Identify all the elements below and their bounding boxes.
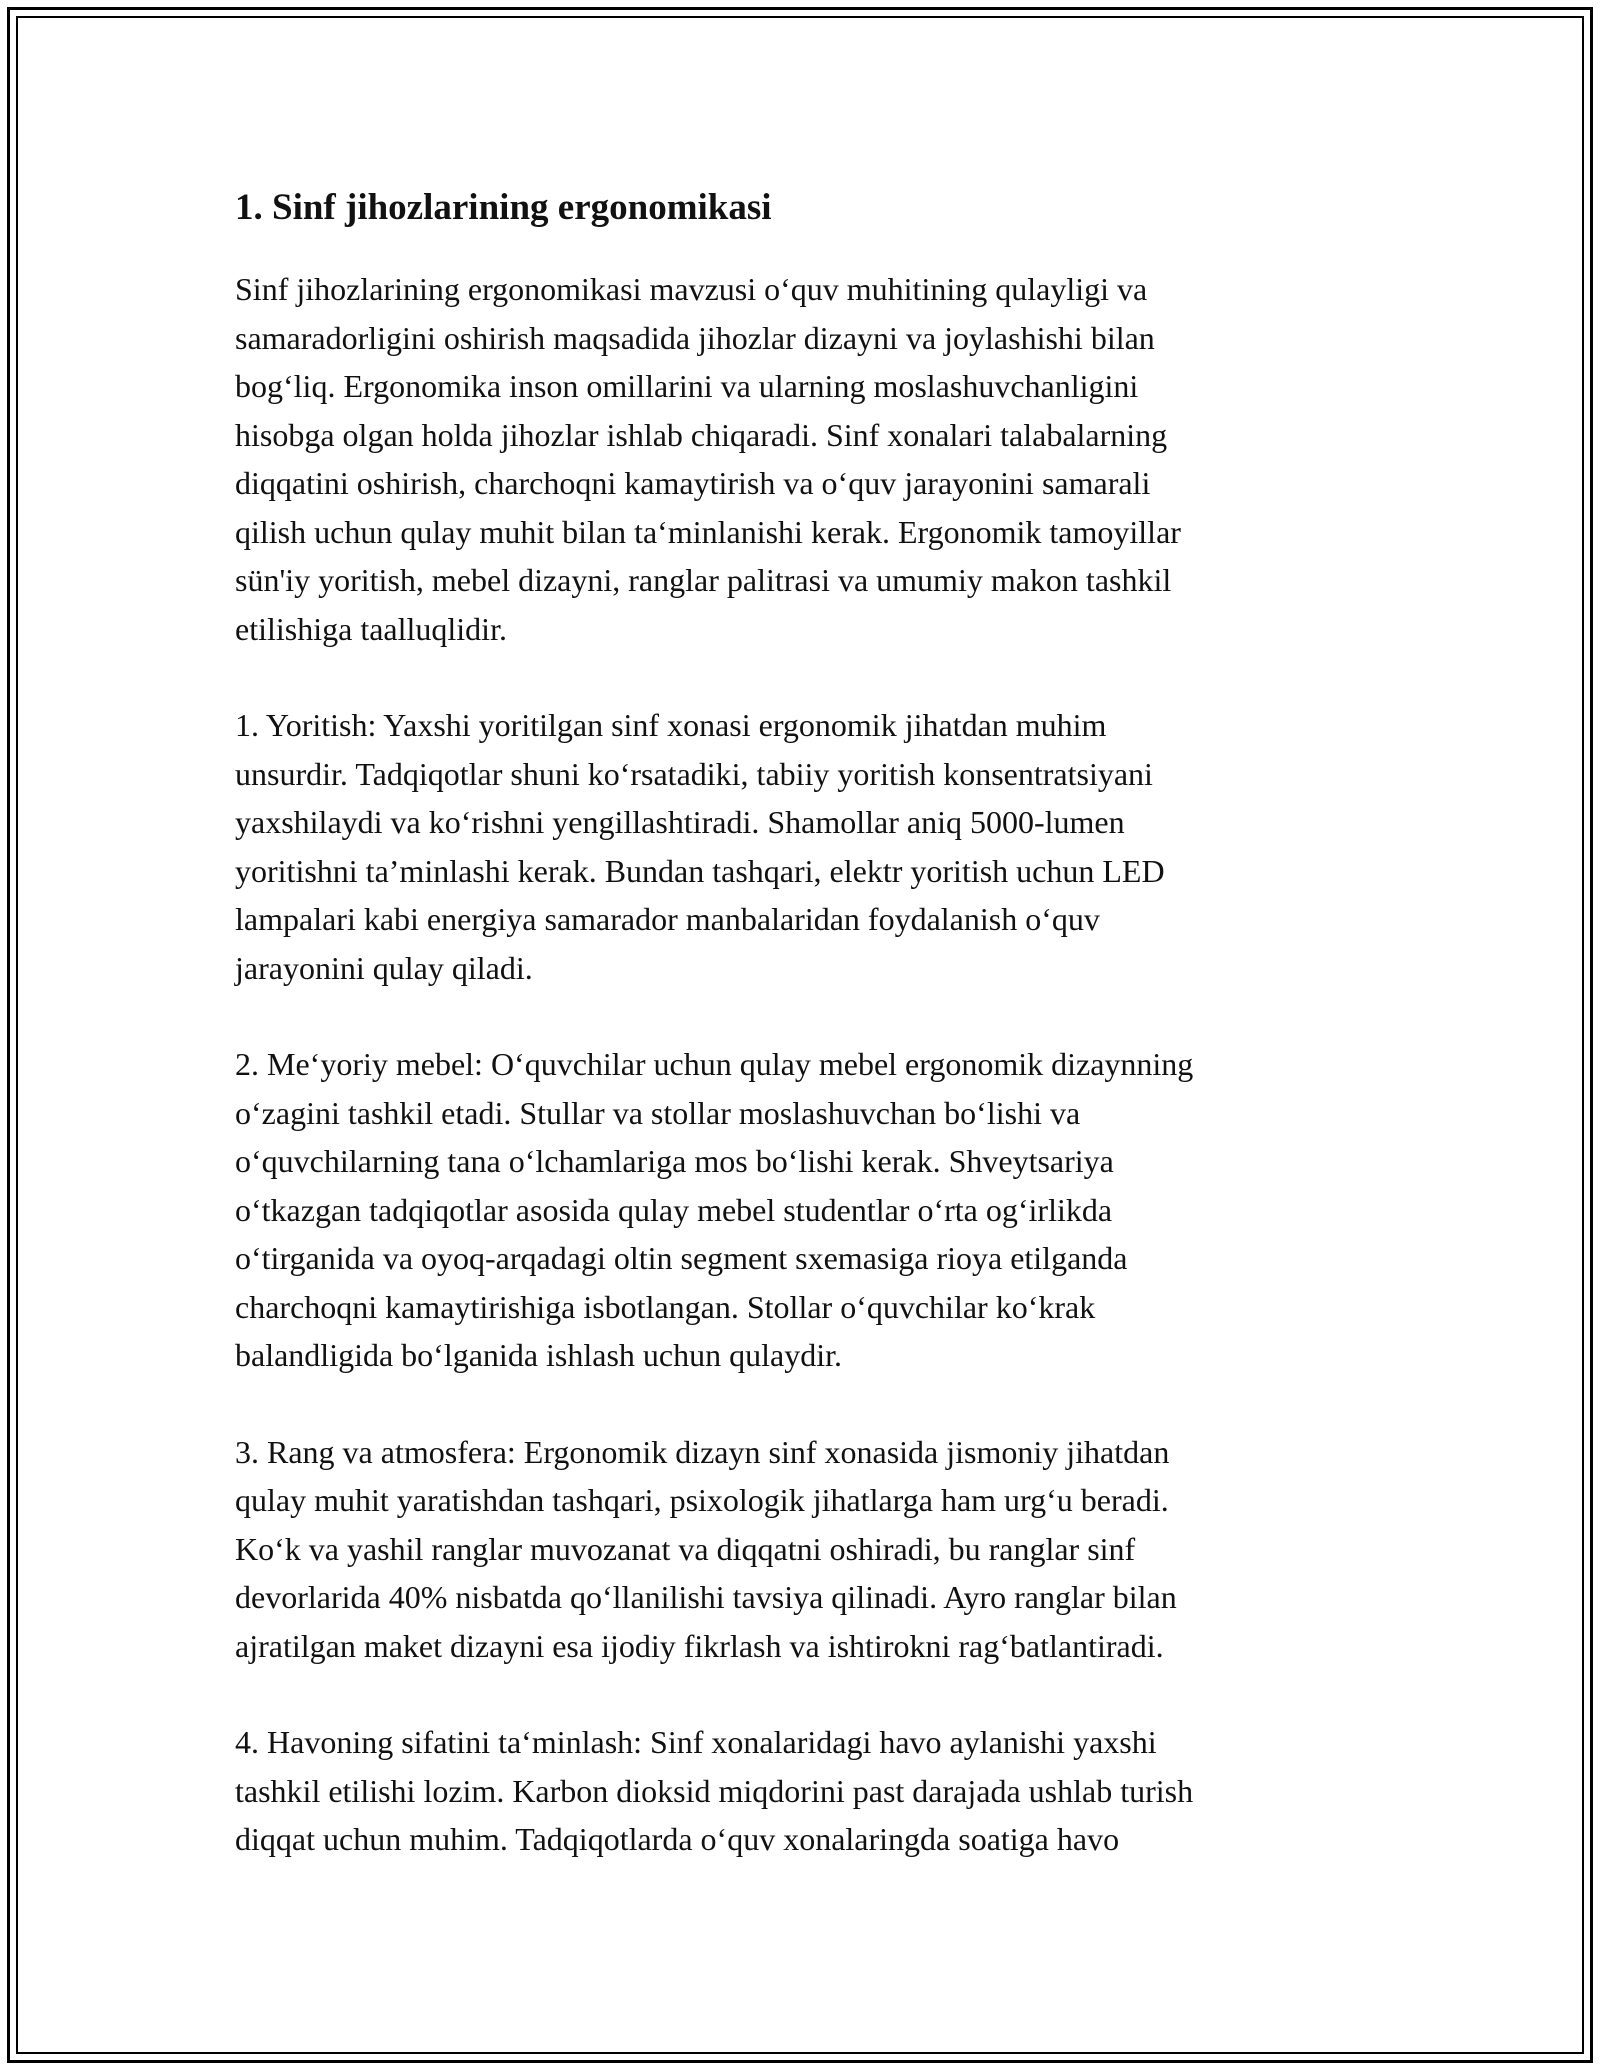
document-body xyxy=(235,178,1345,1912)
color-atmosphere-paragraph: 3. Rang va atmosfera: Ergonomik dizayn sinf xonasida jismoniy jihatdan qulay muhit yaratishdan tashqari, psixologik jihatlarga ham urg‘u beradi. Ko‘k va yashil ranglar muvozanat va diqqatni oshiradi, bu ranglar sinf devorlarida 40% nisbatda qo‘llanilishi tavsiya qilinadi. Ayro ranglar bilan ajratilgan maket dizayni esa ijodiy fikrlash va ishtirokni rag‘batlantiradi. xyxy=(235,1433,1177,1664)
lighting-paragraph: 1. Yoritish: Yaxshi yoritilgan sinf xonasi ergonomik jihatdan muhim unsurdir. Tadqiqotlar shuni ko‘rsatadiki, tabiiy yoritish konsentratsiyani yaxshilaydi va ko‘rishni yengillashtiradi. Shamollar aniq 5000-lumen yoritishni ta’minlashi kerak. Bundan tashqari, elektr yoritish uchun LED lampalari kabi energiya samarador manbalaridan foydalanish o‘quv jarayonini qulay qiladi. xyxy=(235,707,1165,986)
intro-paragraph: Sinf jihozlarining ergonomikasi mavzusi o‘quv muhitining qulayligi va samaradorligini oshirish maqsadida jihozlar dizayni va joylashishi bilan bog‘liq. Ergonomika inson omillarini va ularning moslashuvchanligini hisobga olgan holda jihozlar ishlab chiqaradi. Sinf xonalari talabalarning diqqatini oshirish, charchoqni kamaytirish va o‘quv jarayonini samarali qilish uchun qulay muhit bilan ta‘minlanishi kerak. Ergonomik tamoyillar sün'iy yoritish, mebel dizayni, ranglar palitrasi va umumiy makon tashkil etilishiga taalluqlidir. xyxy=(235,271,1181,647)
air-quality-paragraph: 4. Havoning sifatini ta‘minlash: Sinf xonalaridagi havo aylanishi yaxshi tashkil etilishi lozim. Karbon dioksid miqdorini past darajada ushlab turish diqqat uchun muhim. Tadqiqotlarda o‘quv xonalaringda soatiga havo xyxy=(235,1724,1194,1857)
section-title: 1. Sinf jihozlarining ergonomikasi xyxy=(235,187,772,228)
furniture-paragraph: 2. Me‘yoriy mebel: O‘quvchilar uchun qulay mebel ergonomik dizaynning o‘zagini tashkil etadi. Stullar va stollar moslashuvchan bo‘lishi va o‘quvchilarning tana o‘lchamlariga mos bo‘lishi kerak. Shveytsariya o‘tkazgan tadqiqotlar asosida qulay mebel studentlar o‘rta og‘irlikda o‘tirganida va oyoq-arqadagi oltin segment sxemasiga rioya etilganda charchoqni kamaytirishiga isbotlangan. Stollar o‘quvchilar ko‘krak balandligida bo‘lganida ishlash uchun qulaydir. xyxy=(235,1046,1194,1373)
